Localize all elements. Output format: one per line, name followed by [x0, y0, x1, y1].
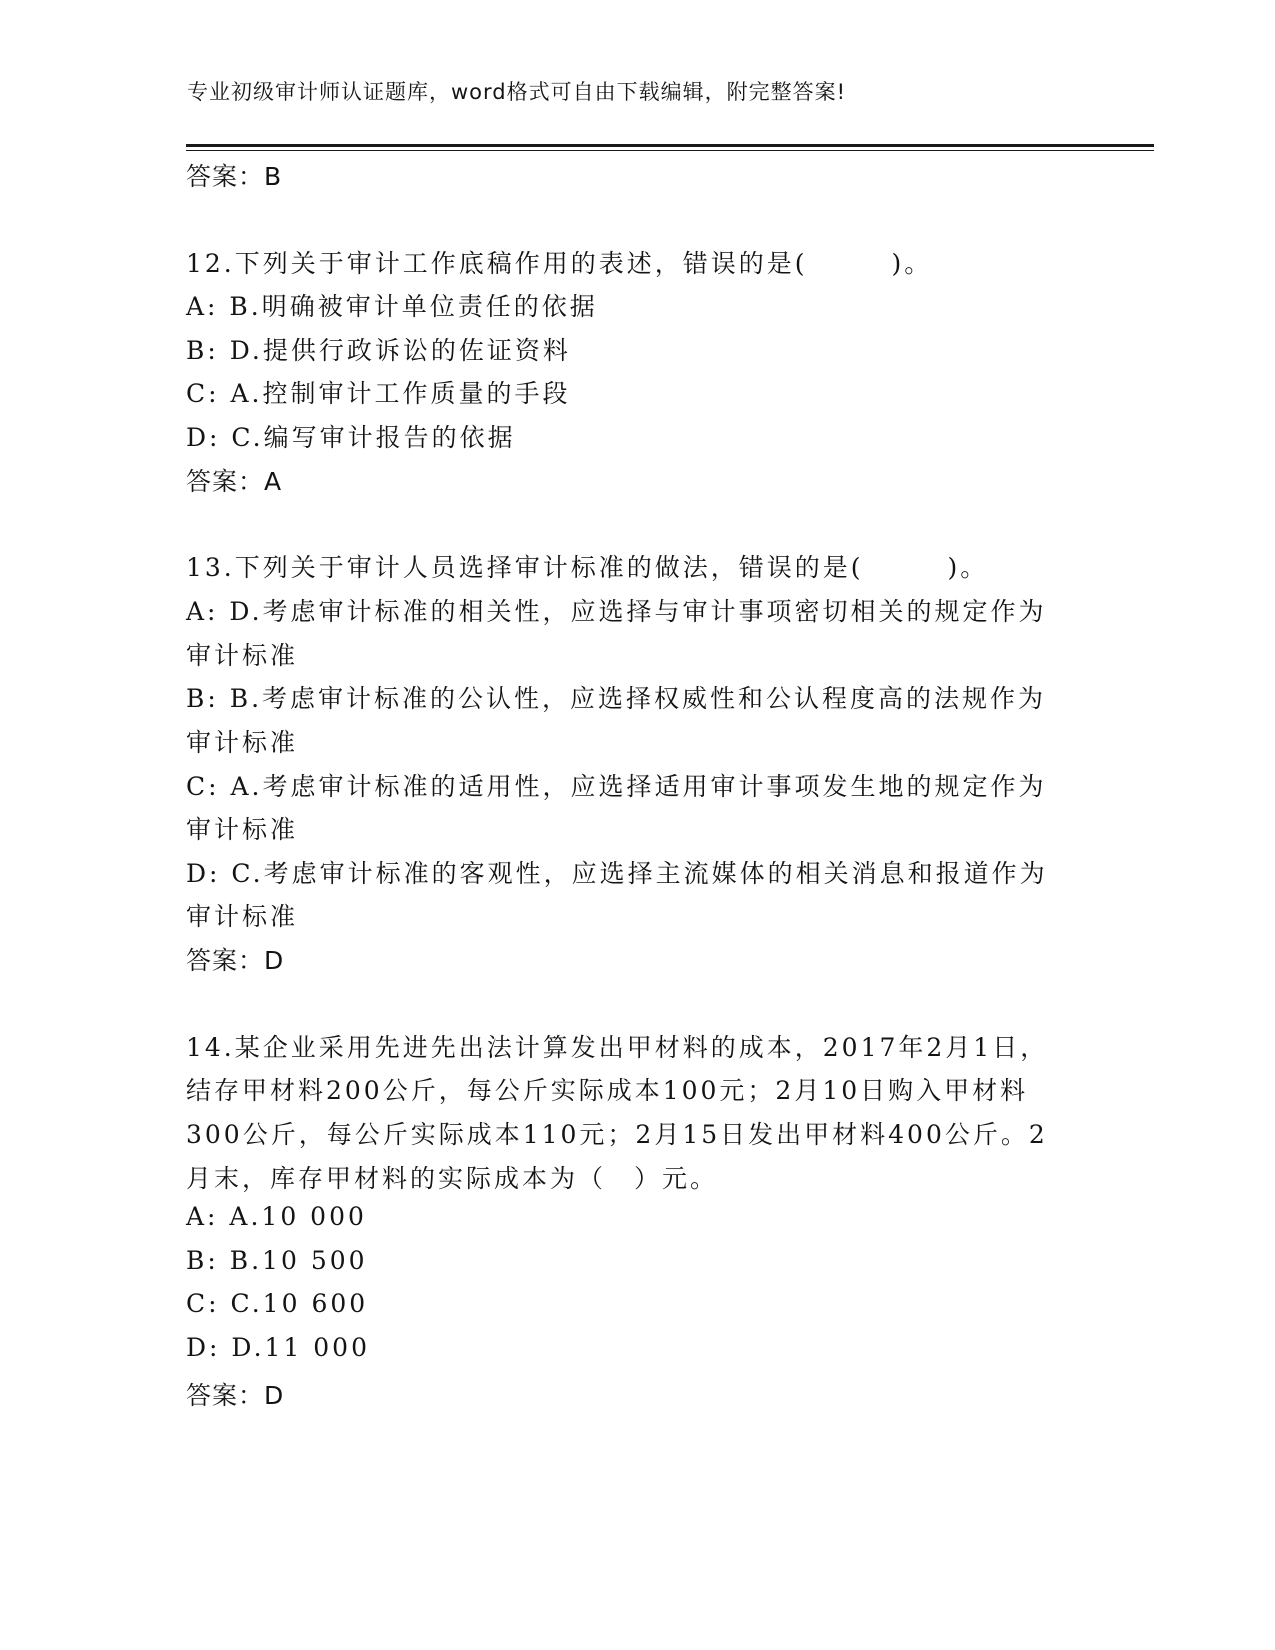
q14-stem-line2: 结存甲材料200公斤，每公斤实际成本100元；2月10日购入甲材料 [186, 1076, 1029, 1105]
q13-option-b-cont: 审计标准 [186, 728, 299, 757]
q12-stem: 12.下列关于审计工作底稿作用的表述，错误的是( )。 [186, 249, 933, 278]
q13-answer: 答案：D [186, 946, 285, 975]
q13-option-d: D: C.考虑审计标准的客观性，应选择主流媒体的相关消息和报道作为 [186, 859, 1048, 888]
q14-stem-line1: 14.某企业采用先进先出法计算发出甲材料的成本，2017年2月1日， [186, 1033, 1049, 1062]
q14-option-b: B: B.10 500 [186, 1246, 368, 1275]
header-rule-thin [186, 150, 1154, 151]
document-header: 专业初级审计师认证题库，word格式可自由下载编辑，附完整答案! [187, 80, 847, 104]
q13-option-b: B: B.考虑审计标准的公认性，应选择权威性和公认程度高的法规作为 [186, 684, 1047, 713]
header-rule-thick [186, 144, 1154, 147]
q14-stem-line4: 月末，库存甲材料的实际成本为（ ）元。 [186, 1164, 719, 1193]
q13-option-a-cont: 审计标准 [186, 641, 299, 670]
q14-answer: 答案：D [186, 1381, 285, 1410]
answer-prev: 答案：B [186, 162, 283, 191]
q13-stem: 13.下列关于审计人员选择审计标准的做法，错误的是( )。 [186, 553, 989, 582]
q14-option-a: A: A.10 000 [186, 1202, 367, 1231]
q14-stem-line3: 300公斤，每公斤实际成本110元；2月15日发出甲材料400公斤。2 [186, 1120, 1048, 1149]
q14-option-c: C: C.10 600 [186, 1289, 369, 1318]
q12-option-d: D: C.编写审计报告的依据 [186, 423, 516, 452]
q14-option-d: D: D.11 000 [186, 1333, 370, 1362]
q13-option-a: A: D.考虑审计标准的相关性，应选择与审计事项密切相关的规定作为 [186, 597, 1047, 626]
q13-option-d-cont: 审计标准 [186, 902, 299, 931]
q12-option-a: A: B.明确被审计单位责任的依据 [186, 292, 598, 321]
q13-option-c: C: A.考虑审计标准的适用性，应选择适用审计事项发生地的规定作为 [186, 772, 1047, 801]
q12-option-c: C: A.控制审计工作质量的手段 [186, 379, 571, 408]
q13-option-c-cont: 审计标准 [186, 815, 299, 844]
q12-option-b: B: D.提供行政诉讼的佐证资料 [186, 336, 571, 365]
q12-answer: 答案：A [186, 467, 283, 496]
